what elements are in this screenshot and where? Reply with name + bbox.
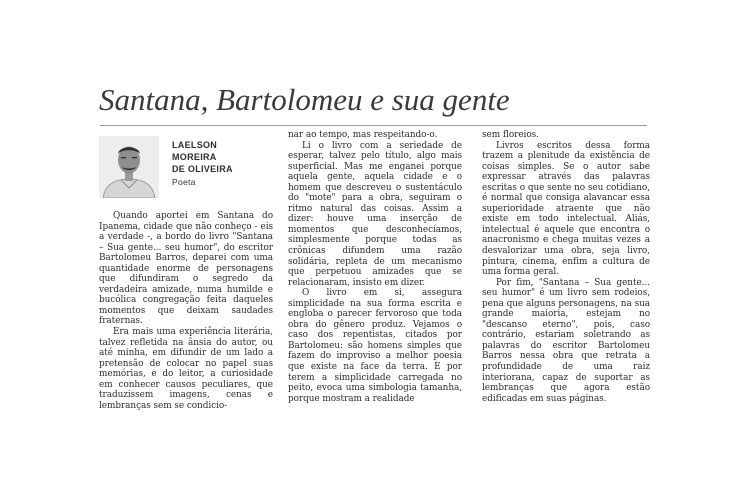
paragraph: O livro em si, assegura simplicidade na sua forma escrita e engloba o parecer fervoroso que toda obra do gênero produz. Vejamos o caso dos repentistas, citados por Bartolomeu: são homens simples que fazem do improviso a melhor poesia que existe na face da terra. E por terem a simplicidade carregada no peito, evoca uma simbologia tamanha, porque mostram a realidade: [288, 288, 462, 404]
headline-divider: [100, 125, 647, 126]
author-portrait-icon: [99, 136, 159, 198]
paragraph: Livros escritos dessa forma trazem a plenitude da existência de coisas simples. Se o autor sabe expressar através das palavras escritas o que sente no seu cotidiano, é normal que consiga alavancar essa superioridade atraente que não existe em todo intelectual. Aliás, intelectual é aquele que encontra o anacronismo e chega muitas vezes a desvalorizar uma obra, seja livro, pintura, cinema, enfim a cultura de uma forma geral.: [482, 140, 650, 278]
paragraph: Era mais uma experiência literária, talvez refletida na ânsia do autor, ou até minha, em difundir de um lado a pretensão de colocar no papel suas memórias, e do leitor, a curiosidade em conhecer causos peculiares, que traduzissem imagens, cenas e lembranças sem se condicio-: [99, 327, 273, 411]
author-role: Poeta: [172, 177, 196, 187]
author-byline: [172, 139, 272, 188]
author-photo: [99, 136, 159, 198]
paragraph: Por fim, "Santana – Sua gente... seu humor" é um livro sem rodeios, pena que alguns personagens, na sua grande maioria, estejam no "descanso eterno", pois, caso contrário, estariam soletrando as palavras do escritor Bartolomeu Barros nessa obra que retrata a profundidade de uma raiz interiorana, capaz de suportar as lembranças que agora estão edificadas em suas páginas.: [482, 277, 650, 404]
article-column-3: [482, 130, 650, 404]
paragraph: Li o livro com a seriedade de esperar, talvez pelo título, algo mais superficial. Mas me enganei porque aquela gente, aquela cidade e o homem que descreveu o sustentáculo do "mote" para a obra, seguiram o ritmo natural das coisas. Assim a dizer: houve uma inserção de momentos que desconhecíamos, simplesmente porque todas as crônicas difundem uma razão solidária, repleta de um mecanismo que perpetuou amizades que se relacionaram, insisto em dizer.: [288, 140, 462, 288]
author-name: LAELSON MOREIRA DE OLIVEIRA: [172, 140, 233, 174]
article-column-1: [99, 211, 273, 411]
paragraph-continuation: sem floreios.: [482, 130, 539, 140]
article-column-2: [288, 130, 462, 404]
paragraph-continuation: nar ao tempo, mas respeitando-o.: [288, 130, 438, 140]
article-headline: Santana, Bartolomeu e sua gente: [99, 82, 510, 117]
paragraph: Quando aportei em Santana do Ipanema, cidade que não conheço - eis a verdade -, a bordo do livro "Santana – Sua gente... seu humor", do escritor Bartolomeu Barros, deparei com uma quantidade enorme de personagens que difundiram o segredo da verdadeira amizade, numa humilde e bucólica congregação feita daqueles momentos que deixam saudades fraternas.: [99, 211, 273, 327]
